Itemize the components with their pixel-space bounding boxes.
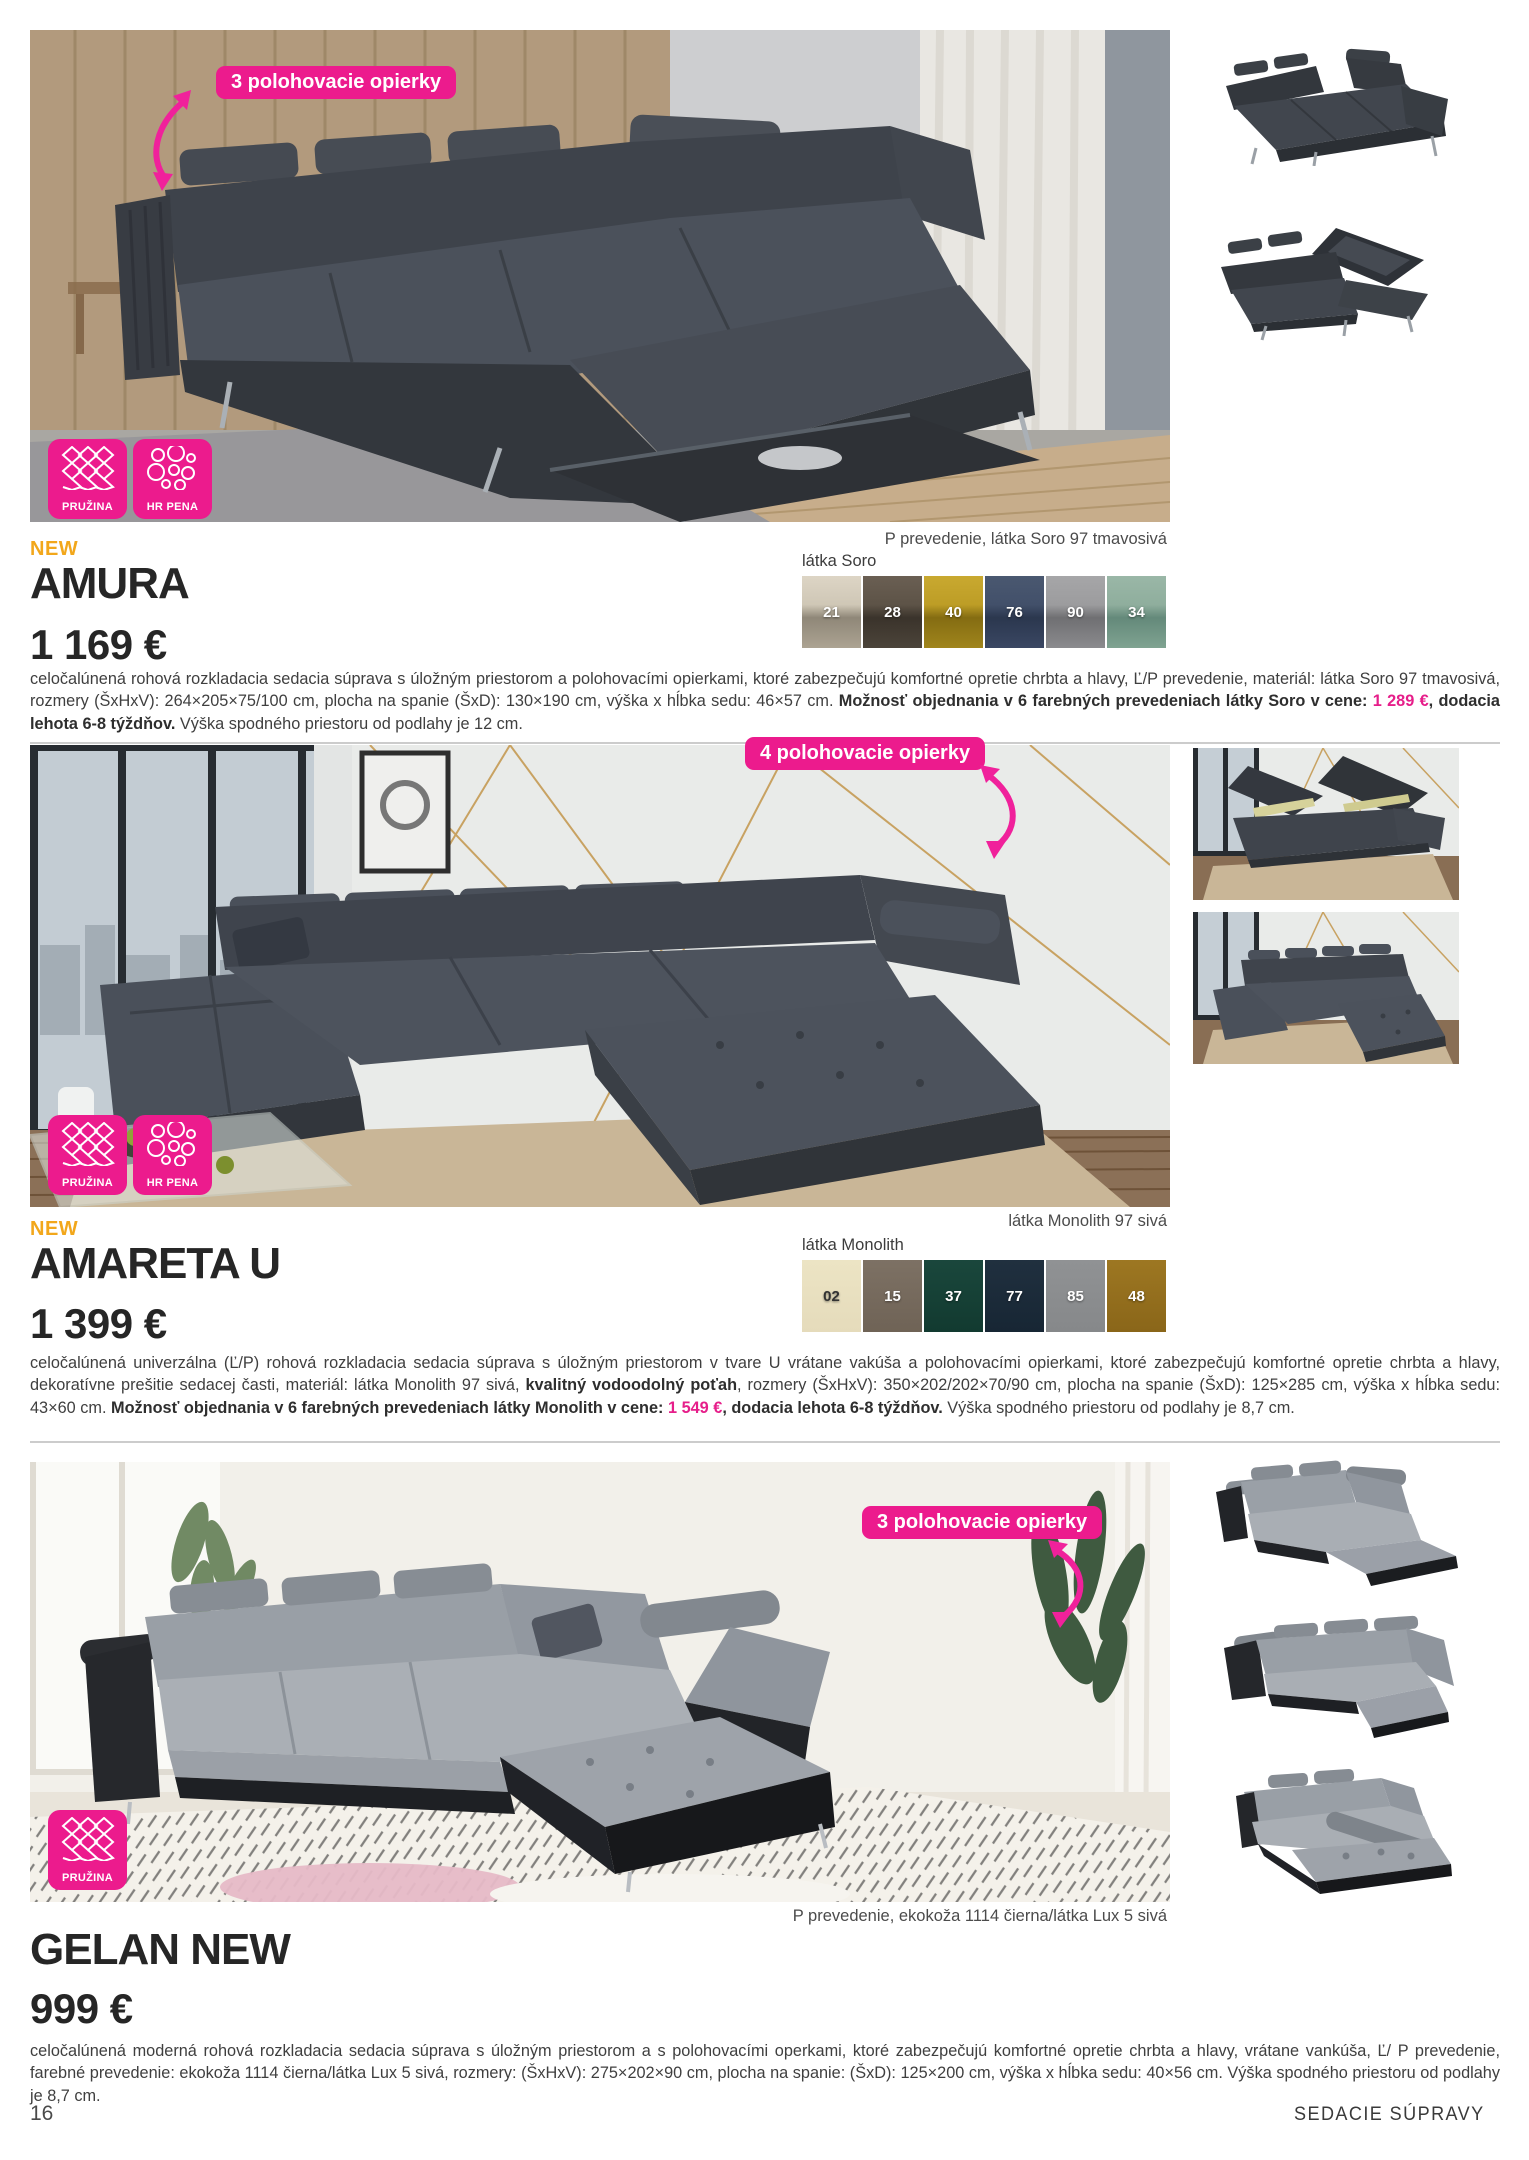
amura-fabric-label: látka Soro: [802, 552, 877, 570]
amareta-thumbnail-open: [1193, 912, 1459, 1064]
amareta-headrest-badge: [745, 737, 985, 770]
gelan-thumbnail-1-illustration: [1196, 1448, 1472, 1594]
pruzina-badge-label: PRUŽINA: [62, 1177, 113, 1189]
amareta-description: celočalúnená univerzálna (Ľ/P) rohová rozkladacia sedacia súprava s úložným priestorom v tvare U vrátane vakúša a polohovacími opierkami, ktoré zabezpečujú komfortné opretie chrbta a hlavy, dekoratívne prešitie sedacej časti, materiál: látka Monolith 97 sivá, kvalitný vodoodolný poťah, rozmery (ŠxHxV): 350×202/202×70/90 cm, plocha na spanie (ŠxD): 125×285 cm, výška x hĺbka sedu: 43×60 cm. Možnosť objednania v 6 farebných prevedeniach látky Monolith v cene: 1 549 €, dodacia lehota 6-8 týždňov. Výška spodného priestoru od podlahy je 8,7 cm.: [30, 1354, 1501, 1417]
amareta-headrest-badge-label: 4 polohovacie opierky: [760, 742, 971, 764]
gelan-title: GELAN NEW: [30, 1925, 290, 1974]
fabric-swatch: 77: [985, 1260, 1044, 1332]
fabric-swatch: 37: [924, 1260, 983, 1332]
amareta-photo-caption: látka Monolith 97 sivá: [1008, 1212, 1167, 1230]
pruzina-badge-label: PRUŽINA: [62, 1872, 113, 1884]
gelan-thumbnail-3: [1196, 1752, 1472, 1902]
gelan-thumbnail-3-illustration: [1196, 1752, 1472, 1902]
fabric-swatch: 02: [802, 1260, 861, 1332]
amareta-new-label: NEW: [30, 1218, 79, 1240]
amura-thumbnail-storage-illustration: [1196, 212, 1460, 344]
fabric-swatch: 40: [924, 576, 983, 648]
amura-price: 1 169 €: [30, 621, 167, 668]
amareta-thumbnail-storage-illustration: [1193, 748, 1459, 900]
amura-headrest-badge-label: 3 polohovacie opierky: [231, 71, 442, 93]
pruzina-badge: [48, 1115, 127, 1195]
spring-icon: [61, 446, 115, 490]
fabric-swatch: 76: [985, 576, 1044, 648]
fabric-swatch: 15: [863, 1260, 922, 1332]
amura-thumbnail-bed: [1196, 44, 1460, 166]
pink-double-arrow-icon: [135, 88, 207, 192]
amareta-swatch-row: [802, 1260, 1166, 1332]
amareta-price: 1 399 €: [30, 1300, 167, 1347]
amura-thumbnail-storage: [1196, 212, 1460, 344]
gelan-photo-caption: P prevedenie, ekokoža 1114 čierna/látka Lux 5 sivá: [792, 1907, 1167, 1925]
spring-icon: [61, 1122, 115, 1166]
amura-photo-caption: P prevedenie, látka Soro 97 tmavosivá: [884, 530, 1167, 548]
fabric-swatch: 21: [802, 576, 861, 648]
amura-description: celočalúnená rohová rozkladacia sedacia súprava s úložným priestorom a polohovacími opierkami, ktoré zabezpečujú komfortné opretie chrbta a hlavy, Ľ/P prevedenie, materiál: látka Soro 97 tmavosivá, rozmery (ŠxHxV): 264×205×75/100 cm, plocha na spanie (ŠxD): 130×190 cm, výška x hĺbka sedu: 46×57 cm. Možnosť objednania v 6 farebných prevedeniach látky Soro v cene: 1 289 €, dodacia lehota 6-8 týždňov. Výška spodného priestoru od podlahy je 12 cm.: [30, 670, 1500, 733]
gelan-description: celočalúnená moderná rohová rozkladacia sedacia súprava s úložným priestorom a s polohovacími operkami, ktoré zabezpečujú komfortné opretie chrbta a hlavy, vrátane vankúša, Ľ/ P prevedenie, farebné prevedenie: ekokoža 1114 čierna/látka Lux 5 sivá, rozmery: (ŠxHxV): 275×202×90 cm, plocha na spanie: (ŠxD): 125×200 cm, výška x hĺbka sedu: 40×56 cm. Výška spodného priestoru od podlahy je 8,7 cm.: [30, 2042, 1500, 2105]
pruzina-badge-label: PRUŽINA: [62, 501, 113, 513]
gelan-thumbnail-2: [1196, 1600, 1472, 1746]
foam-icon: [146, 446, 200, 490]
hr-pena-badge-label: HR PENA: [146, 1177, 199, 1189]
foam-icon: [146, 1122, 200, 1166]
gelan-headrest-badge: [862, 1506, 1102, 1539]
pink-double-arrow-icon: [1048, 1538, 1094, 1628]
fabric-swatch: 28: [863, 576, 922, 648]
amareta-title: AMARETA U: [30, 1239, 281, 1288]
amura-swatch-row: [802, 576, 1166, 648]
amura-title: AMURA: [30, 559, 189, 608]
amura-headrest-badge: [216, 66, 456, 99]
pink-double-arrow-icon: [978, 763, 1026, 859]
fabric-swatch: 34: [1107, 576, 1166, 648]
amura-new-label: NEW: [30, 538, 79, 560]
section-divider: [30, 1441, 1500, 1443]
amareta-thumbnail-storage: [1193, 748, 1459, 900]
hr-pena-badge-label: HR PENA: [146, 501, 199, 513]
amareta-fabric-label: látka Monolith: [802, 1236, 904, 1254]
hr-pena-badge: [133, 439, 212, 519]
page-number: 16: [30, 2102, 54, 2125]
hr-pena-badge: [133, 1115, 212, 1195]
fabric-swatch: 90: [1046, 576, 1105, 648]
gelan-headrest-badge-label: 3 polohovacie opierky: [877, 1511, 1088, 1533]
amareta-thumbnail-open-illustration: [1193, 912, 1459, 1064]
spring-icon: [61, 1817, 115, 1861]
amura-thumbnail-bed-illustration: [1196, 44, 1460, 166]
pruzina-badge: [48, 439, 127, 519]
fabric-swatch: 85: [1046, 1260, 1105, 1332]
gelan-thumbnail-2-illustration: [1196, 1600, 1472, 1746]
gelan-thumbnail-1: [1196, 1448, 1472, 1594]
gelan-price: 999 €: [30, 1985, 133, 2032]
pruzina-badge: [48, 1810, 127, 1890]
fabric-swatch: 48: [1107, 1260, 1166, 1332]
footer-section-title: SEDACIE SÚPRAVY: [1294, 2104, 1485, 2125]
